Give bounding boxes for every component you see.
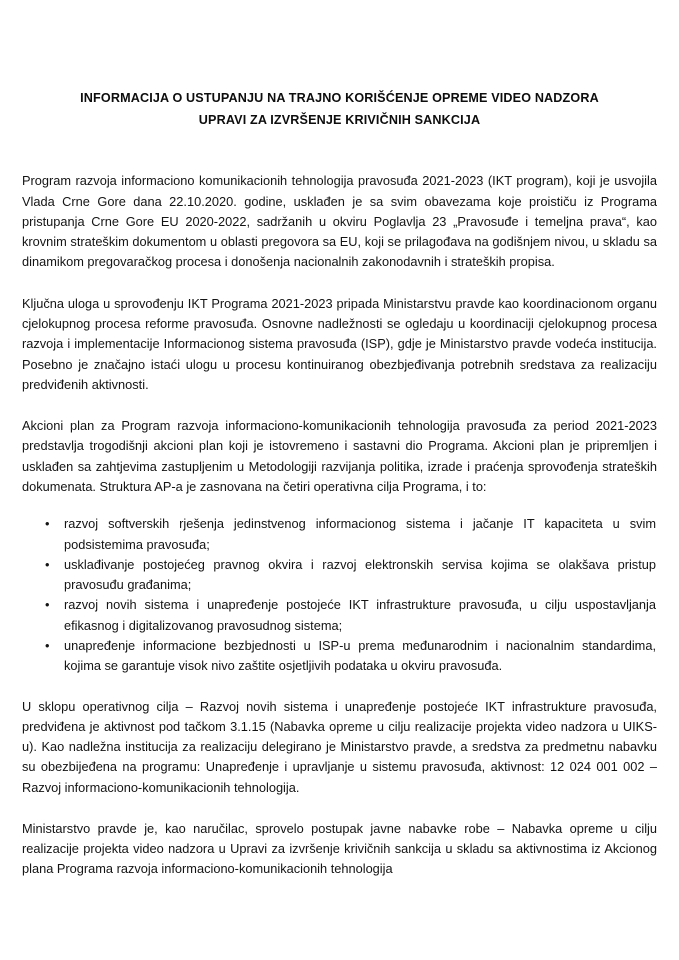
paragraph-5: Ministarstvo pravde je, kao naručilac, sprovelo postupak javne nabavke robe – Nabavka opreme u cilju realizacije projekta video nadzora u Upravi za izvršenje krivičnih sankcija u skladu sa aktivnostima iz Akcionog plana Programa razvoja informaciono-komunikacionih tehnologija [22,820,657,877]
bullet-icon: • [45,637,50,653]
bullet-icon: • [45,597,50,613]
operational-goals-list [22,497,657,676]
list-item [22,555,657,596]
paragraph-1: Program razvoja informaciono komunikacionih tehnologija pravosuđa 2021-2023 (IKT program), koji je usvojila Vlada Crne Gore dana 22.10.2020. godine, usklađen je sa svim obavezama koje proističu iz Programa pristupanja Crne Gore EU 2020-2022, sadržanih u okviru Poglavlja 23 „Pravosuđe i temeljna prava“, kao krovnim strateškim dokumentom u oblasti pregovora sa EU, koji se prilagođava na godišnjem nivou, u skladu sa dinamikom pregovaračkog procesa i donošenja nacionalnih zakonodavnih i strateških propisa. [22,173,657,270]
list-item [22,636,657,677]
list-item-label: razvoj softverskih rješenja jedinstvenog informacionog sistema i jačanje IT kapaciteta u svim podsistemima pravosuđa; [64,516,656,552]
page-title-line-2: UPRAVI ZA IZVRŠENJE KRIVIČNIH SANKCIJA [198,112,481,127]
bullet-icon: • [45,556,50,572]
paragraph-4: U sklopu operativnog cilja – Razvoj novih sistema i unapređenje postojeće IKT infrastrukture pravosuđa, predviđena je aktivnost pod tačkom 3.1.15 (Nabavka opreme u cilju realizacije projekta video nadzora u UIKS-u). Kao nadležna institucija za realizaciju delegirano je Ministarstvo pravde, a sredstva za predmetnu nabavku su obezbijeđena na programu: Unapređenje i upravljanje u sistemu pravosuđa, aktivnost: 12 024 001 002 – Razvoj informaciono-komunikacionih tehnologija. [22,698,657,795]
document-content [22,0,657,880]
page-title-line-1: INFORMACIJA O USTUPANJU NA TRAJNO KORIŠĆENJE OPREME VIDEO NADZORA [80,91,599,105]
list-item-label: unapređenje informacione bezbjednosti u ISP-u prema međunarodnim i nacionalnim standardima, kojima se garantuje visok nivo zaštite osjetljivih podataka u okviru pravosuđa. [64,637,656,674]
list-item-label: razvoj novih sistema i unapređenje postojeće IKT infrastrukture pravosuđa, u cilju uspostavljanja efikasnog i digitalizovanog pravosudnog sistema; [64,597,656,633]
list-item-label: usklađivanje postojećeg pravnog okvira i razvoj elektronskih servisa kojima se olakšava pristup pravosuđu građanima; [64,556,656,593]
list-item [22,595,657,636]
page-title [22,0,657,131]
list-item [22,514,657,555]
bullet-icon: • [45,516,50,532]
paragraph-2: Ključna uloga u sprovođenju IKT Programa 2021-2023 pripada Ministarstvu pravde kao koordinacionom organu cjelokupnog procesa reforme pravosuđa. Osnovne nadležnosti se ogledaju u koordinaciji cjelokupnog procesa razvoja i implementacije Informacionog sistema pravosuđa (ISP), gdje je Ministarstvo pravde vodeća institucija. Posebno je značajno istaći ulogu u procesu kontinuiranog obezbjeđivanja potrebnih sredstava za realizaciju predviđenih aktivnosti. [22,295,657,392]
paragraph-3: Akcioni plan za Program razvoja informaciono-komunikacionih tehnologija pravosuđa za period 2021-2023 predstavlja trogodišnji akcioni plan koji je istovremeno i sastavni dio Programa. Akcioni plan je pripremljen i usklađen sa zahtjevima zastupljenim u Metodologiji razvijanja politika, izrade i praćenja sprovođenja strateških dokumenata. Struktura AP-a je zasnovana na četiri operativna cilja Programa, i to: [22,418,657,494]
